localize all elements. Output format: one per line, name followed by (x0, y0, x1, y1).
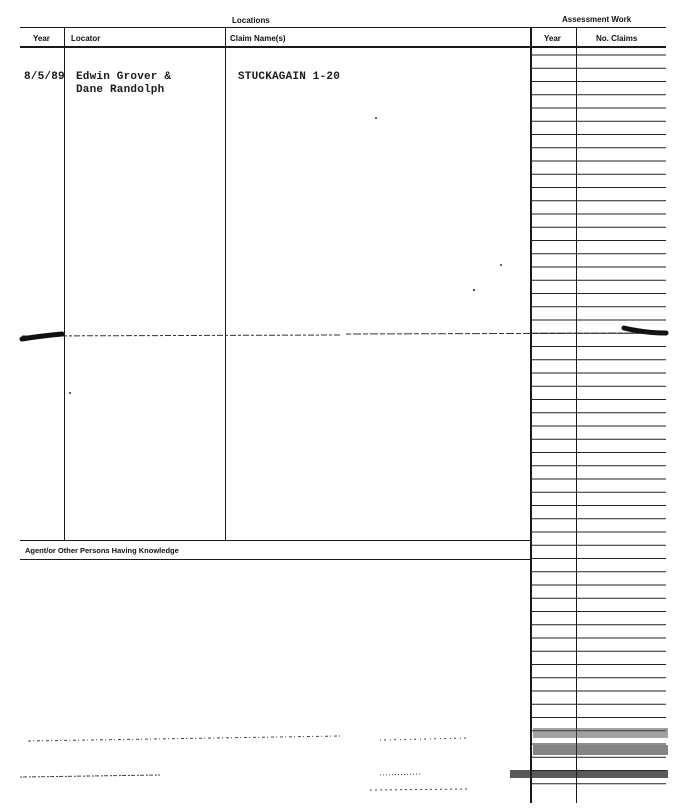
entry-locator-line2: Dane Randolph (76, 84, 165, 96)
column-header-locator: Locator (71, 34, 101, 43)
agent-section-label: Agent/or Other Persons Having Knowledge (25, 546, 179, 555)
column-header-assessment-year: Year (544, 34, 561, 43)
assessment-work-heading: Assessment Work (562, 15, 632, 24)
column-header-year: Year (33, 34, 50, 43)
entry-locator-line1: Edwin Grover & (76, 71, 172, 83)
column-header-number-of-claims: No. Claims (596, 34, 638, 43)
entry-year: 8/5/89 (24, 71, 65, 83)
locations-heading: Locations (232, 16, 270, 25)
column-header-claim-names: Claim Name(s) (230, 34, 286, 43)
entry-claim-name: STUCKAGAIN 1-20 (238, 71, 341, 83)
